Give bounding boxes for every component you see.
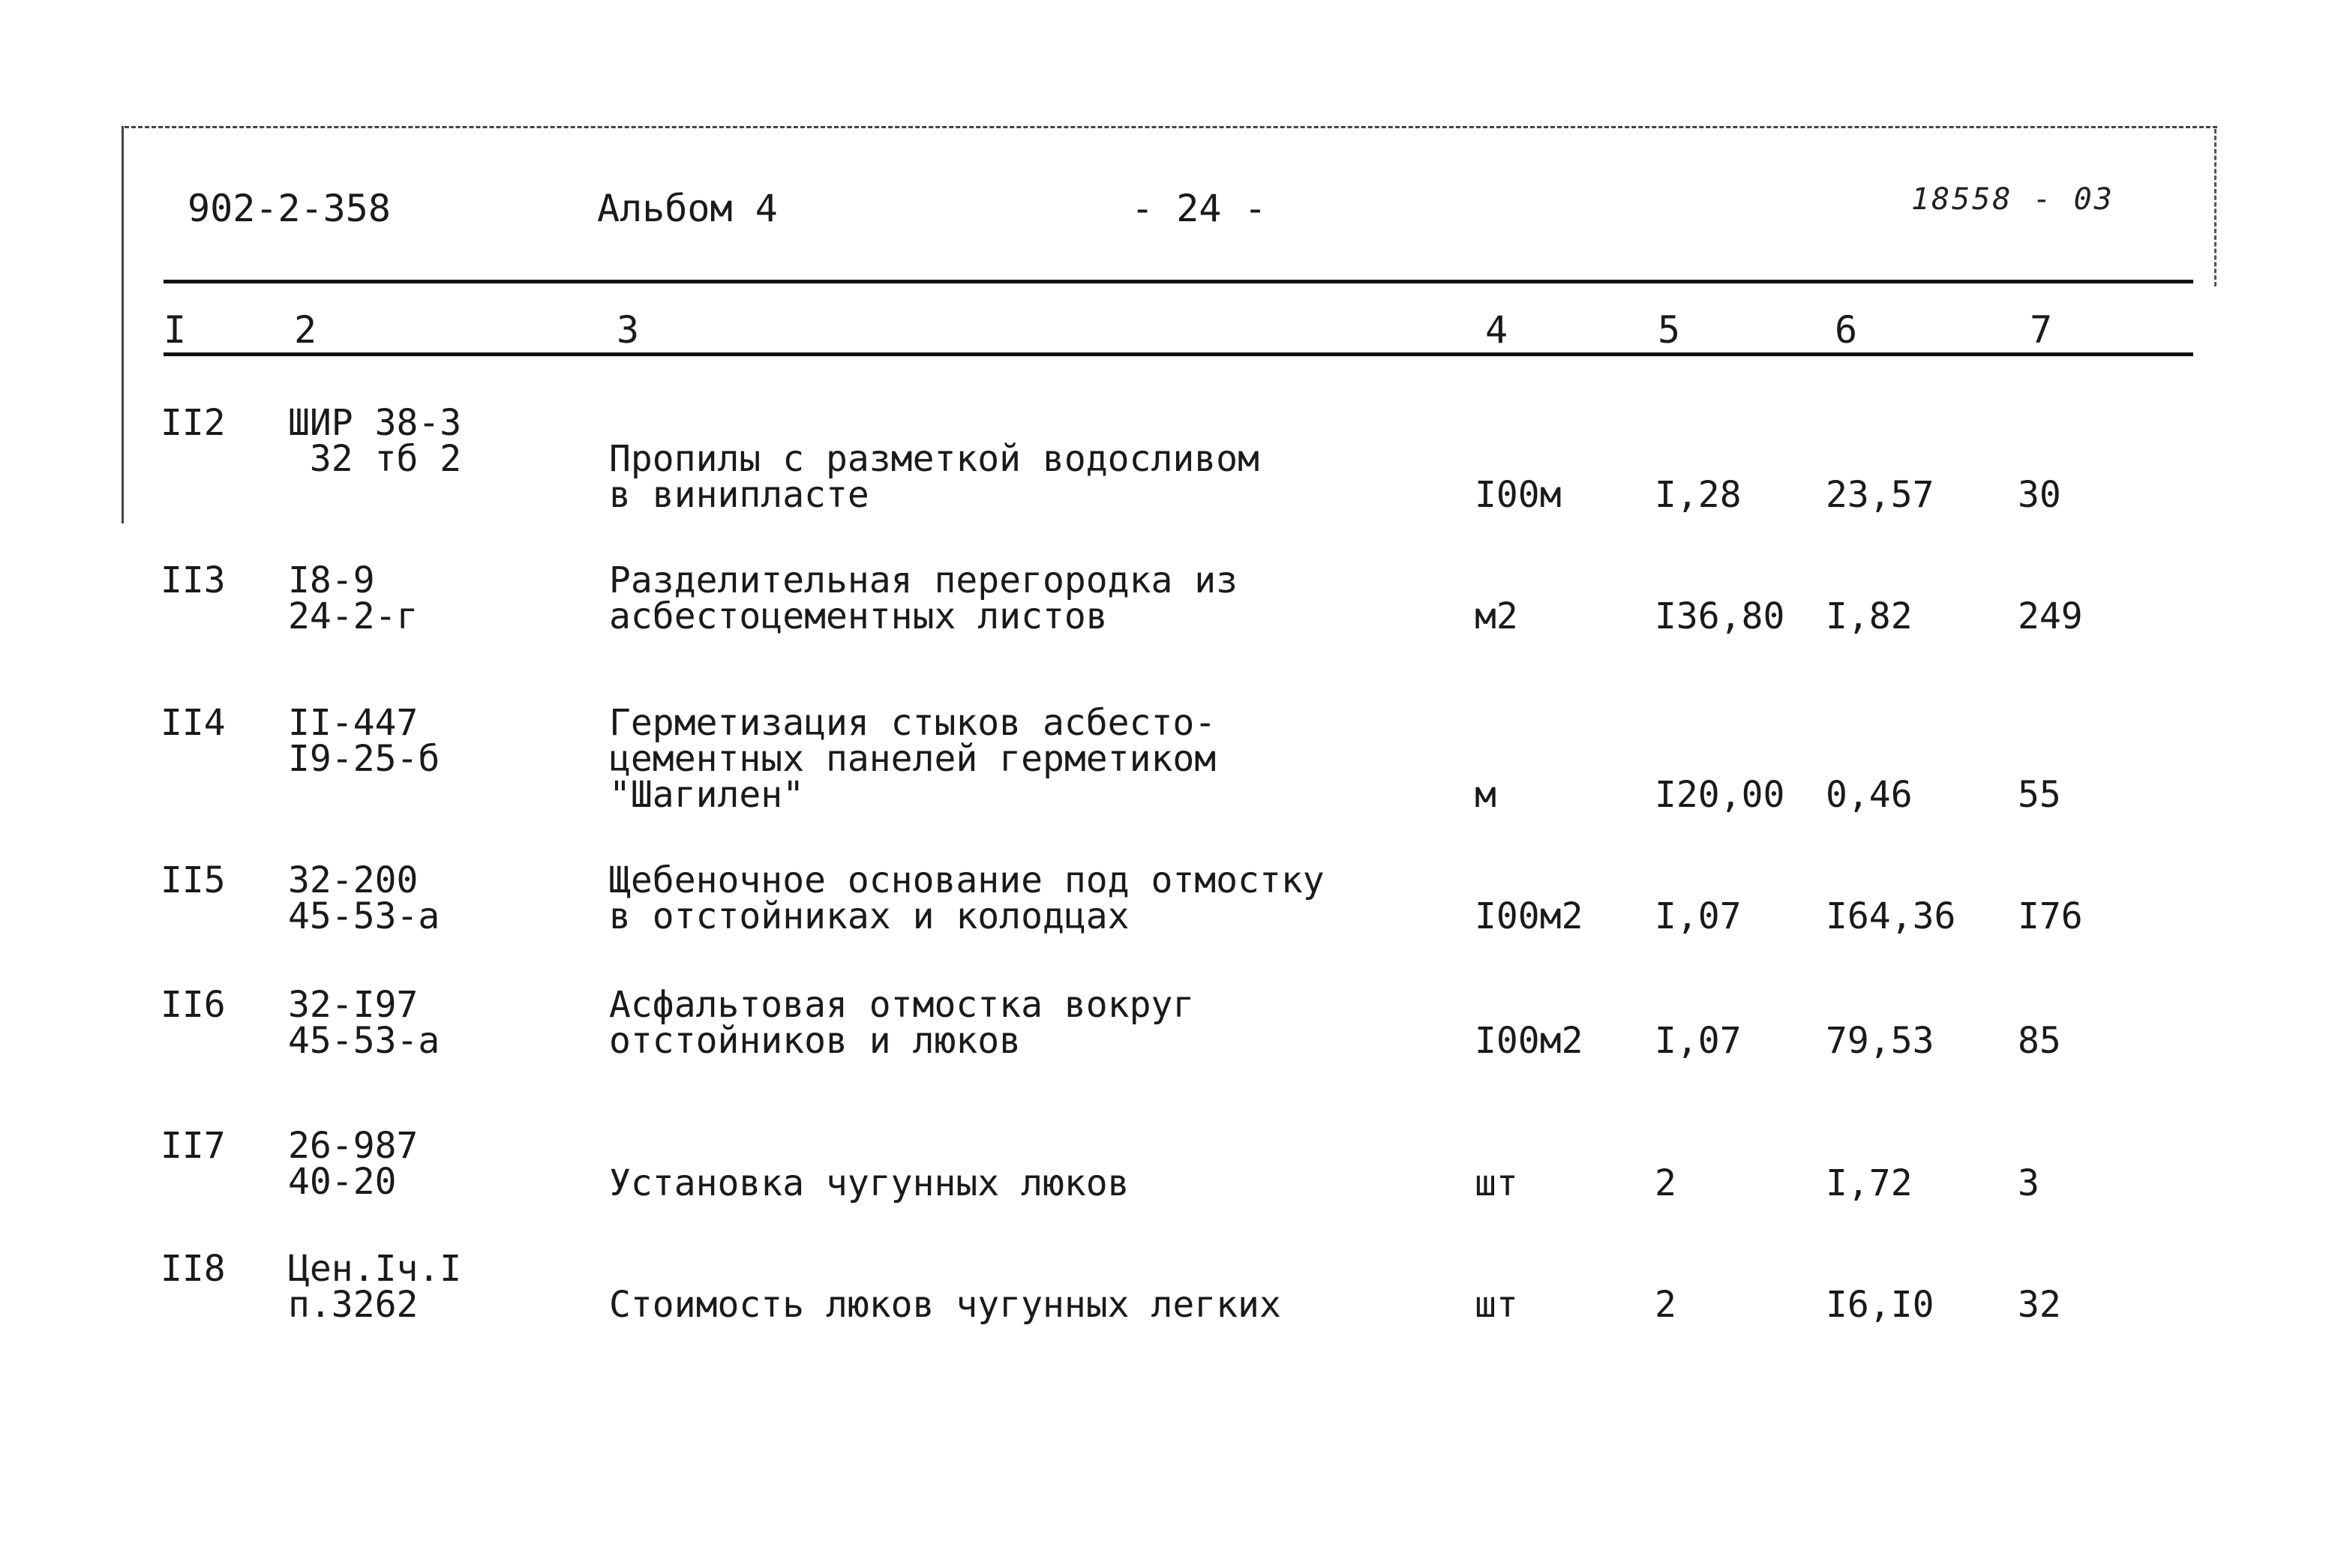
row-unit: I00м — [1475, 474, 1562, 516]
handwritten-note: 18558 - 03 — [1911, 182, 2114, 217]
document-frame-top — [125, 126, 2217, 128]
document-frame-left — [122, 126, 124, 523]
row-description: Установка чугунных люков — [609, 1162, 1130, 1204]
row-total: 30 — [2018, 474, 2061, 516]
row-unit-price: I6,I0 — [1826, 1284, 1934, 1326]
row-number: II3 — [161, 559, 226, 601]
row-total: 85 — [2018, 1020, 2061, 1062]
row-number: II5 — [161, 859, 226, 901]
row-number: II2 — [161, 402, 226, 444]
row-unit: м2 — [1475, 595, 1518, 637]
row-total: 3 — [2018, 1162, 2039, 1204]
row-total: I76 — [2018, 895, 2083, 937]
row-total: 249 — [2018, 595, 2083, 637]
row-description: Герметизация стыков асбесто- цементных панелей герметиком "Шагилен" — [609, 702, 1217, 816]
row-reference: II-447 I9-25-б — [288, 702, 440, 780]
column-header-rule — [164, 352, 2193, 356]
row-reference: 26-987 40-20 — [288, 1125, 419, 1203]
row-quantity: 2 — [1655, 1162, 1676, 1204]
row-description: Асфальтовая отмостка вокруг отстойников и люков — [609, 984, 1195, 1062]
row-unit: шт — [1475, 1162, 1518, 1204]
column-number-7: 7 — [2030, 308, 2053, 352]
column-number-6: 6 — [1835, 308, 1858, 352]
document-code: 902-2-358 — [188, 187, 391, 230]
row-unit: шт — [1475, 1284, 1518, 1326]
row-reference: I8-9 24-2-г — [288, 559, 419, 637]
row-reference: 32-I97 45-53-а — [288, 984, 440, 1062]
row-quantity: I36,80 — [1655, 595, 1785, 637]
row-unit-price: I64,36 — [1826, 895, 1956, 937]
column-number-1: I — [164, 308, 187, 352]
row-reference: 32-200 45-53-а — [288, 859, 440, 937]
album-label: Альбом 4 — [597, 187, 778, 230]
row-quantity: 2 — [1655, 1284, 1676, 1326]
row-number: II4 — [161, 702, 226, 744]
row-unit: I00м2 — [1475, 895, 1583, 937]
row-unit-price: I,72 — [1826, 1162, 1913, 1204]
row-number: II8 — [161, 1248, 226, 1290]
row-unit: I00м2 — [1475, 1020, 1583, 1062]
row-reference: Цен.Iч.I п.3262 — [288, 1248, 462, 1326]
row-reference: ШИР 38-3 32 тб 2 — [288, 402, 462, 480]
column-number-2: 2 — [294, 308, 317, 352]
row-quantity: I20,00 — [1655, 774, 1785, 816]
row-quantity: I,07 — [1655, 1020, 1742, 1062]
row-total: 32 — [2018, 1284, 2061, 1326]
row-quantity: I,28 — [1655, 474, 1742, 516]
row-description: Стоимость люков чугунных легких — [609, 1284, 1281, 1326]
row-description: Пропилы с разметкой водосливом в винипласте — [609, 438, 1259, 516]
document-frame-right — [2214, 129, 2216, 286]
row-unit-price: 79,53 — [1826, 1020, 1934, 1062]
row-description: Разделительная перегородка из асбестоцементных листов — [609, 559, 1238, 637]
row-quantity: I,07 — [1655, 895, 1742, 937]
row-number: II7 — [161, 1125, 226, 1167]
page-number: - 24 - — [1131, 187, 1267, 230]
row-unit: м — [1475, 774, 1496, 816]
column-number-5: 5 — [1658, 308, 1681, 352]
column-number-4: 4 — [1485, 308, 1508, 352]
row-number: II6 — [161, 984, 226, 1026]
row-unit-price: 0,46 — [1826, 774, 1913, 816]
row-description: Щебеночное основание под отмостку в отстойниках и колодцах — [609, 859, 1325, 937]
row-total: 55 — [2018, 774, 2061, 816]
row-unit-price: 23,57 — [1826, 474, 1934, 516]
row-unit-price: I,82 — [1826, 595, 1913, 637]
column-number-3: 3 — [617, 308, 640, 352]
header-rule — [164, 280, 2193, 283]
